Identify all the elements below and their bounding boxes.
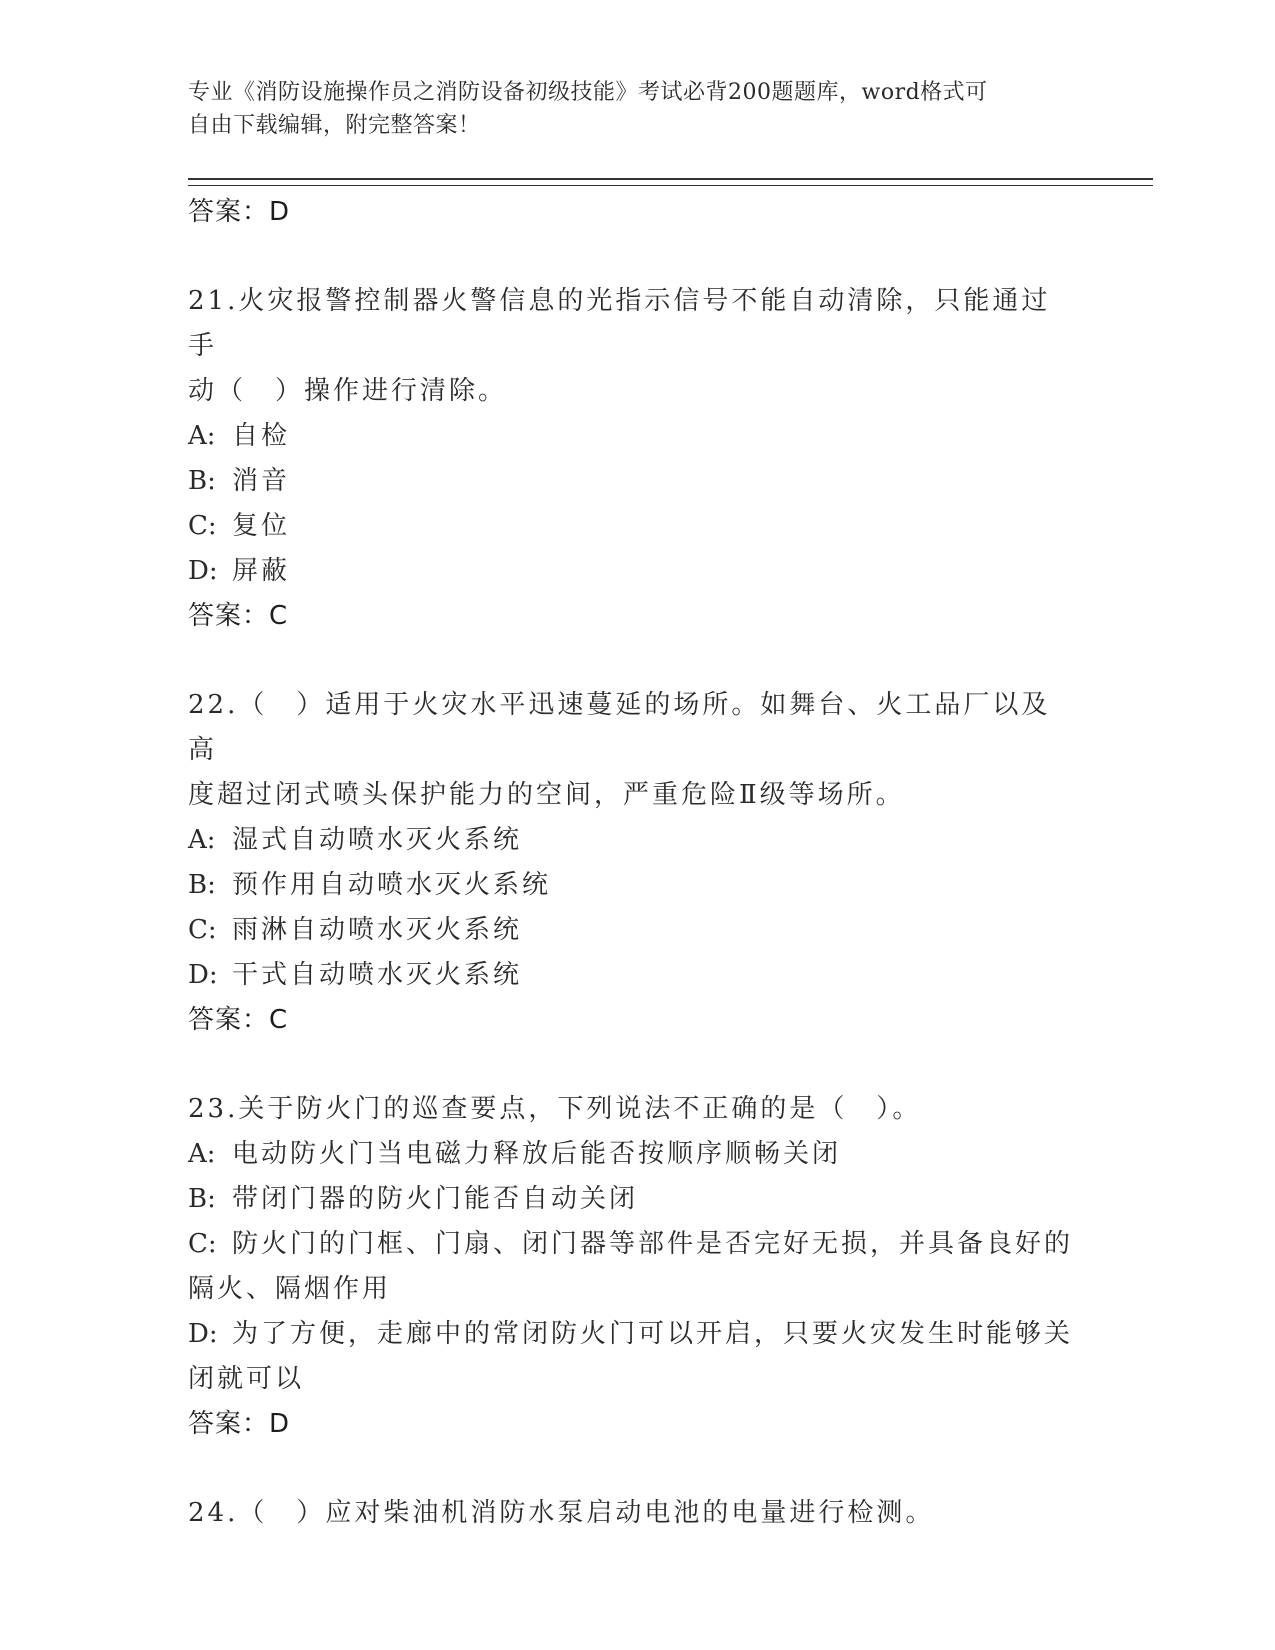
option-text: 复位: [232, 511, 291, 541]
question-text: 21.火灾报警控制器火警信息的光指示信号不能自动清除，只能通过手: [188, 286, 1051, 361]
option-letter: C:: [188, 915, 217, 945]
question-text: 度超过闭式喷头保护能力的空间，严重危险Ⅱ级等场所。: [188, 780, 905, 810]
option-c: [188, 1222, 1078, 1267]
option-letter: D:: [188, 960, 218, 990]
question-text: 22.（ ）适用于火灾水平迅速蔓延的场所。如舞台、火工品厂以及高: [188, 690, 1051, 765]
question-text: 动（ ）操作进行清除。: [188, 376, 508, 406]
answer-label: 答案：C: [188, 601, 289, 631]
option-c: [188, 908, 1078, 953]
header-line-2: 自由下载编辑，附完整答案！: [188, 113, 481, 138]
header-line-1: 专业《消防设施操作员之消防设备初级技能》考试必背200题题库，word格式可: [188, 80, 988, 105]
option-b: [188, 863, 1078, 908]
option-text: 为了方便，走廊中的常闭防火门可以开启，只要火灾发生时能够关: [232, 1319, 1074, 1349]
option-letter: B:: [188, 870, 216, 900]
question-21: [188, 279, 1078, 639]
question-23: [188, 1087, 1078, 1447]
option-b: [188, 459, 1078, 504]
option-text: 湿式自动喷水灭火系统: [232, 825, 523, 855]
option-a: [188, 818, 1078, 863]
answer-label: 答案：C: [188, 1005, 289, 1035]
option-d: [188, 549, 1078, 594]
option-text: 电动防火门当电磁力释放后能否按顺序顺畅关闭: [232, 1139, 842, 1169]
option-letter: B:: [188, 1184, 216, 1214]
answer-label: 答案：D: [188, 1409, 291, 1439]
option-letter: A:: [188, 825, 216, 855]
header-divider: [188, 178, 1153, 186]
option-d-continuation: 闭就可以: [188, 1364, 305, 1394]
option-d: [188, 1312, 1078, 1357]
option-text: 干式自动喷水灭火系统: [232, 960, 523, 990]
question-text: 23.关于防火门的巡查要点，下列说法不正确的是（ ）。: [188, 1094, 922, 1124]
option-letter: C:: [188, 511, 217, 541]
option-letter: B:: [188, 466, 216, 496]
question-22: [188, 683, 1078, 1043]
option-letter: D:: [188, 1319, 218, 1349]
option-text: 预作用自动喷水灭火系统: [232, 870, 552, 900]
option-text: 带闭门器的防火门能否自动关闭: [232, 1184, 639, 1214]
option-text: 雨淋自动喷水灭火系统: [232, 915, 523, 945]
question-24: [188, 1491, 1078, 1536]
option-letter: A:: [188, 1139, 216, 1169]
option-letter: A:: [188, 421, 216, 451]
option-letter: C:: [188, 1229, 217, 1259]
option-text: 防火门的门框、门扇、闭门器等部件是否完好无损，并具备良好的: [232, 1229, 1074, 1259]
option-text: 屏蔽: [232, 556, 291, 586]
option-text: 消音: [232, 466, 291, 496]
option-b: [188, 1177, 1078, 1222]
option-a: [188, 414, 1078, 459]
option-text: 自检: [232, 421, 291, 451]
option-d: [188, 953, 1078, 998]
question-text: 24.（ ）应对柴油机消防水泵启动电池的电量进行检测。: [188, 1498, 935, 1528]
option-c-continuation: 隔火、隔烟作用: [188, 1274, 392, 1304]
answer-label: 答案：D: [188, 197, 291, 227]
document-body: [188, 190, 1078, 1536]
option-letter: D:: [188, 556, 218, 586]
option-c: [188, 504, 1078, 549]
option-a: [188, 1132, 1078, 1177]
document-header: [188, 76, 1068, 142]
